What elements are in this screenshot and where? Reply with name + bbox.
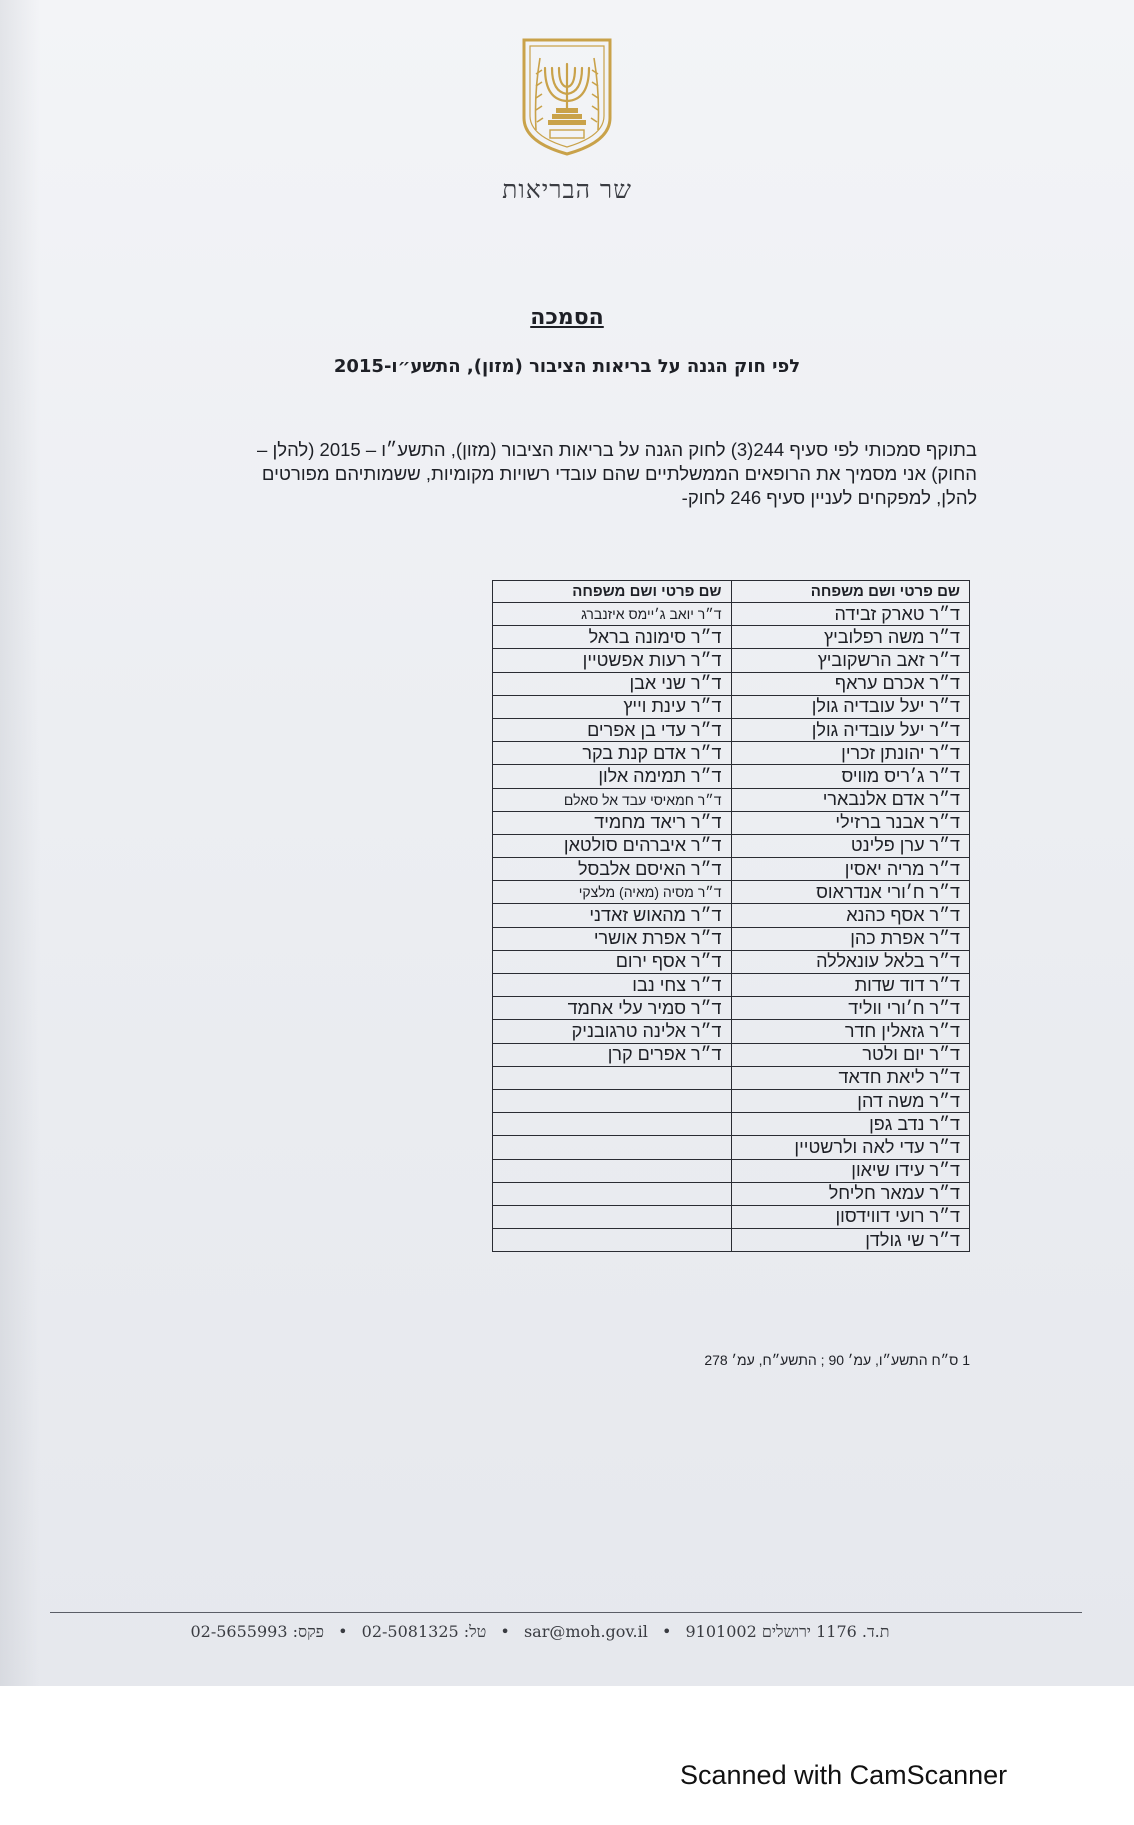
name-cell: ד״ר אלינה טרגובניק [493,1020,732,1043]
name-cell: ד״ר נדב גפן [731,1113,970,1136]
document-title: הסמכה [530,305,604,330]
footer-divider [50,1612,1082,1613]
name-cell: ד״ר בלאל עונאללה [731,950,970,973]
table-row [493,950,970,973]
ministry-heading: שר הבריאות [502,175,632,204]
bullet-icon: • [661,1622,672,1641]
column-header: שם פרטי ושם משפחה [493,581,732,603]
name-cell: ד״ר אדם אלנבארי [731,788,970,811]
name-cell: ד״ר ח׳ורי ווליד [731,997,970,1020]
table-row [493,626,970,649]
name-cell: ד״ר מסיה (מאיה) מלצקי [493,881,732,904]
paragraph-line: החוק) אני מסמיך את הרופאים הממשלתיים שהם עובדי רשויות מקומיות, ששמותיהם מפורטים [261,463,977,484]
table-row [493,1113,970,1136]
name-cell: ד״ר אסף כהנא [731,904,970,927]
table-row [493,765,970,788]
name-cell: ד״ר רעות אפשטיין [493,649,732,672]
name-cell: ד״ר עמאר חליחל [731,1182,970,1205]
name-cell: ד״ר עדי לאה ולרשטיין [731,1136,970,1159]
table-row [493,1136,970,1159]
table-row [493,1159,970,1182]
table-row [493,603,970,626]
name-cell: ד״ר סמיר עלי אחמד [493,997,732,1020]
name-cell: ד״ר אפרת כהן [731,927,970,950]
name-cell: ד״ר חמאיסי עבד אל סאלם [493,788,732,811]
name-cell: ד״ר יואב ג׳יימס איזנברג [493,603,732,626]
table-row [493,1089,970,1112]
name-cell: ד״ר איברהים סולטאן [493,834,732,857]
name-cell [493,1205,732,1228]
table-row [493,834,970,857]
name-cell [493,1089,732,1112]
name-cell [493,1229,732,1252]
table-row [493,974,970,997]
name-cell: ד״ר אבנר ברזילי [731,811,970,834]
name-cell [493,1066,732,1089]
name-cell: ד״ר עדי בן אפרים [493,718,732,741]
table-body [493,603,970,1252]
table-row [493,997,970,1020]
name-cell: ד״ר שני אבן [493,672,732,695]
name-cell: ד״ר שי גולדן [731,1229,970,1252]
table-row [493,649,970,672]
name-cell: ד״ר ליאת חדאד [731,1066,970,1089]
name-cell: ד״ר צחי נבו [493,974,732,997]
table-row [493,788,970,811]
footer-fax: פקס: 02-5655993 [190,1622,325,1641]
name-cell: ד״ר מהאוש זאדני [493,904,732,927]
table-row [493,1229,970,1252]
inspectors-table [492,580,970,1252]
name-cell: ד״ר האיסם אלבסל [493,858,732,881]
table-row [493,927,970,950]
name-cell: ד״ר יעל עובדיה גולן [731,695,970,718]
name-cell: ד״ר אפרים קרן [493,1043,732,1066]
footnote: 1 ס״ח התשע״ו, עמ׳ 90 ; התשע״ח, עמ׳ 278 [704,1352,970,1368]
paragraph-line: להלן, למפקחים לעניין סעיף 246 לחוק- [681,487,977,508]
table-row [493,811,970,834]
table-row [493,858,970,881]
name-cell: ד״ר משה רפלוביץ [731,626,970,649]
name-cell: ד״ר אפרת אושרי [493,927,732,950]
name-cell: ד״ר משה דהן [731,1089,970,1112]
name-cell: ד״ר מריה יאסין [731,858,970,881]
name-cell [493,1182,732,1205]
name-cell: ד״ר אדם קנת בקר [493,742,732,765]
name-cell: ד״ר ערן פלינט [731,834,970,857]
table-row [493,1020,970,1043]
authorization-paragraph [172,438,977,510]
camscanner-watermark: Scanned with CamScanner [680,1760,1008,1790]
name-cell: ד״ר ריאד מחמיד [493,811,732,834]
paragraph-line: בתוקף סמכותי לפי סעיף 244(3) לחוק הגנה על בריאות הציבור (מזון), התשע״ו – 2015 (להלן – [257,439,977,460]
name-cell: ד״ר יהונתן זכרין [731,742,970,765]
name-cell: ד״ר ח׳ורי אנדראוס [731,881,970,904]
name-cell [493,1159,732,1182]
table-row [493,1066,970,1089]
name-cell [493,1136,732,1159]
bullet-icon: • [338,1622,348,1641]
table-row [493,1205,970,1228]
name-cell: ד״ר גזאלין חדר [731,1020,970,1043]
state-emblem-icon [518,34,616,158]
name-cell: ד״ר אכרם עראף [731,672,970,695]
name-cell: ד״ר אסף ירום [493,950,732,973]
name-cell: ד״ר ג׳ריס מוויס [731,765,970,788]
document-subtitle: לפי חוק הגנה על בריאות הציבור (מזון), התשע״ו-2015 [333,356,801,377]
table-row [493,695,970,718]
name-cell: ד״ר עינת וייץ [493,695,732,718]
column-header: שם פרטי ושם משפחה [731,581,970,603]
footer-address: ת.ד. 1176 ירושלים 9101002 [685,1622,890,1641]
name-cell: ד״ר רועי דווידסון [731,1205,970,1228]
name-cell: ד״ר תמימה אלון [493,765,732,788]
table-row [493,904,970,927]
table-row [493,1043,970,1066]
footer-phone: טל: 02-5081325 [361,1622,487,1641]
name-cell: ד״ר זאב הרשקוביץ [731,649,970,672]
table-row [493,672,970,695]
name-cell: ד״ר יעל עובדיה גולן [731,718,970,741]
table-row [493,1182,970,1205]
name-cell: ד״ר יום ולטר [731,1043,970,1066]
table-row [493,718,970,741]
name-cell: ד״ר עידו שיאון [731,1159,970,1182]
table-row [493,881,970,904]
name-cell: ד״ר טארק זבידה [731,603,970,626]
table-header-row [493,581,970,603]
bullet-icon: • [500,1622,510,1641]
table-row [493,742,970,765]
footer-contact [160,1622,920,1642]
name-cell: ד״ר סימונה בראל [493,626,732,649]
footer-email: sar@moh.gov.il [523,1622,648,1641]
name-cell [493,1113,732,1136]
name-cell: ד״ר דוד שדות [731,974,970,997]
